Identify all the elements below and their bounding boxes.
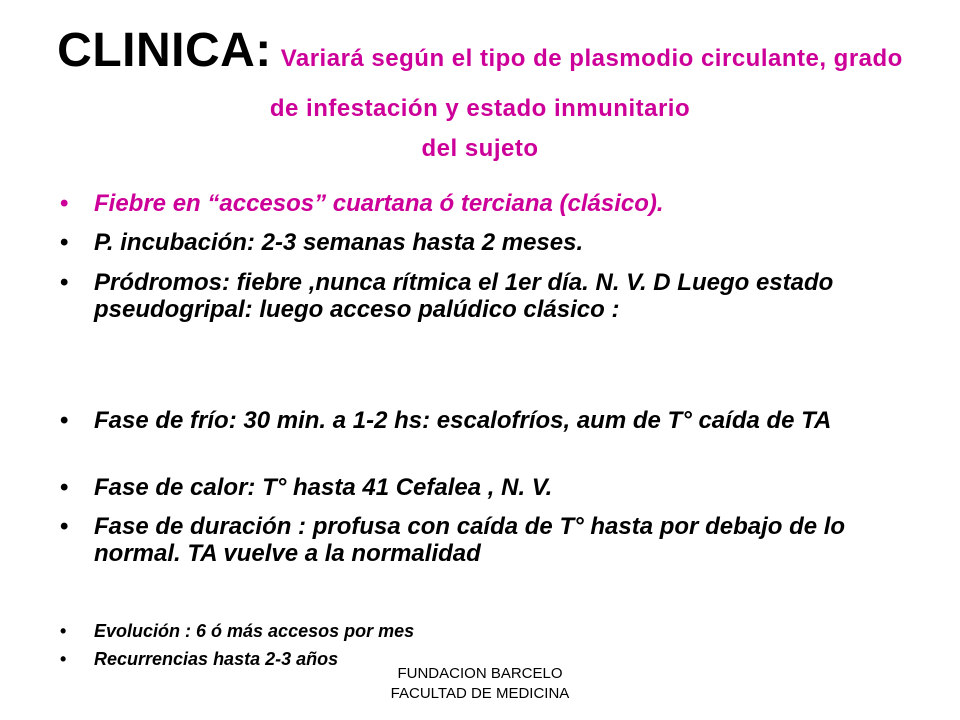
bullet-item-fiebre: [60, 190, 930, 217]
bullet-marker: •: [60, 513, 69, 540]
bullet-text: Fase de calor: T° hasta 41 Cefalea , N. V.: [94, 474, 553, 501]
bullet-item-fase-duracion: [60, 513, 930, 567]
footer-institution: FUNDACION BARCELO: [397, 665, 563, 682]
bullet-text: Pródromos: fiebre ,nunca rítmica el 1er día. N. V. D Luego estado pseudogripal: luego acceso palúdico clásico :: [94, 269, 834, 323]
title-main: CLINICA:: [57, 24, 272, 77]
title-subtitle: Variará según el tipo de plasmodio circulante, grado de infestación y estado inmunitario: [269, 45, 903, 122]
bullet-text: Fase de frío: 30 min. a 1-2 hs: escalofríos, aum de T° caída de TA: [94, 407, 832, 434]
bullet-marker: •: [60, 407, 69, 434]
title-subtitle-end: del sujeto: [421, 135, 539, 162]
bullet-text: Evolución : 6 ó más accesos por mes: [94, 621, 415, 641]
bullet-marker: •: [60, 621, 67, 641]
slide-title: [40, 24, 920, 166]
bullet-marker: •: [60, 229, 69, 256]
bullet-item-incubacion: [60, 229, 930, 256]
bullet-text: Fase de duración : profusa con caída de T° hasta por debajo de lo normal. TA vuelve a la normalidad: [94, 513, 846, 567]
bullet-marker: •: [60, 474, 69, 501]
bullet-item-prodromos: [60, 269, 930, 323]
bullet-marker: •: [60, 649, 67, 669]
bullet-text: P. incubación: 2-3 semanas hasta 2 meses.: [94, 229, 584, 256]
bullet-marker: •: [60, 269, 69, 296]
bullet-marker: •: [60, 190, 69, 217]
bullet-text: Recurrencias hasta 2-3 años: [94, 649, 339, 669]
footer-faculty: FACULTAD DE MEDICINA: [390, 685, 570, 702]
footer: [330, 664, 630, 704]
bullet-text: Fiebre en “accesos” cuartana ó terciana (clásico).: [94, 190, 664, 217]
bullet-item-evolucion: [60, 620, 930, 642]
bullet-item-fase-frio: [60, 407, 930, 434]
bullet-item-fase-calor: [60, 474, 930, 501]
